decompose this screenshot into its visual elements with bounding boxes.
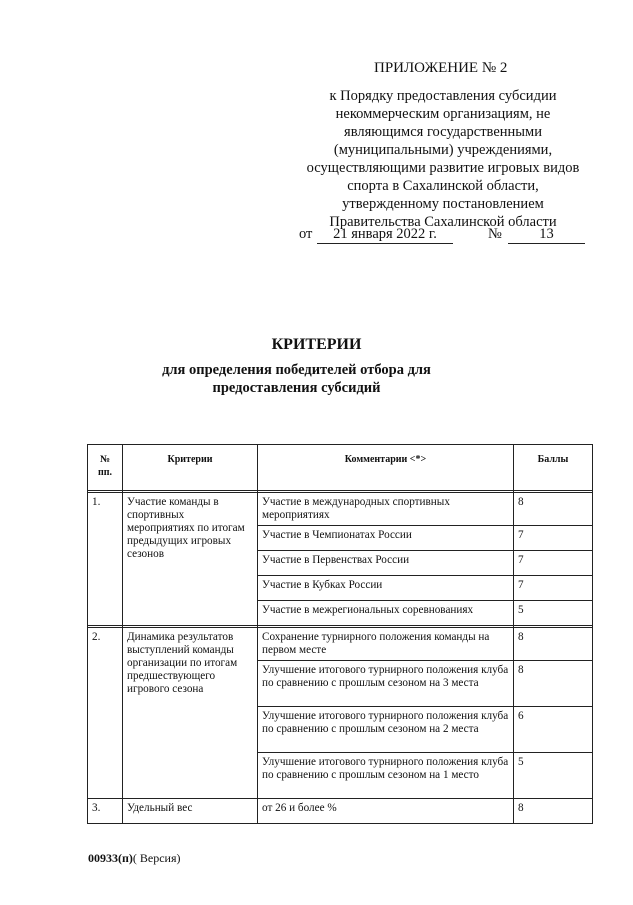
date-prefix: от [299, 226, 313, 242]
annex-line: являющимся государственными [344, 124, 542, 140]
table-row [88, 799, 593, 824]
row-number: 3. [88, 799, 123, 824]
table-row [88, 493, 593, 526]
row-number: 1. [88, 493, 123, 626]
annex-line: Правительства Сахалинской области [329, 214, 557, 230]
resolution-date: 21 января 2022 г. [317, 226, 453, 244]
document-subtitle-line2: предоставления субсидий [212, 380, 381, 396]
header-criteria: Критерии [123, 445, 258, 491]
criteria-table [87, 444, 593, 824]
document-subtitle-line1: для определения победителей отбора для [162, 362, 431, 378]
points-cell: 8 [514, 493, 593, 526]
comment-cell: Участие в Первенствах России [258, 551, 514, 576]
comment-cell: Сохранение турнирного положения команды на первом месте [258, 628, 514, 661]
header-points: Баллы [514, 445, 593, 491]
criterion-cell: Удельный вес [123, 799, 258, 824]
document-code-number: 00933(п) [88, 851, 133, 865]
comment-cell: Участие в Кубках России [258, 576, 514, 601]
points-cell: 7 [514, 576, 593, 601]
annex-title: ПРИЛОЖЕНИЕ № 2 [374, 60, 508, 76]
document-version: ( Версия) [132, 851, 181, 865]
points-cell: 8 [514, 628, 593, 661]
annex-line: осуществляющими развитие игровых видов [306, 160, 580, 176]
resolution-date-row [299, 226, 589, 244]
comment-cell: Участие в межрегиональных соревнованиях [258, 601, 514, 626]
criterion-cell: Участие команды в спортивных мероприятиях по итогам предыдущих игровых сезонов [123, 493, 258, 626]
comment-cell: Улучшение итогового турнирного положения клуба по сравнению с прошлым сезоном на 2 места [258, 707, 514, 753]
comment-cell: Улучшение итогового турнирного положения клуба по сравнению с прошлым сезоном на 3 места [258, 661, 514, 707]
annex-line: (муниципальными) учреждениями, [333, 142, 553, 158]
annex-line: некоммерческим организациям, не [335, 106, 551, 122]
document-title: КРИТЕРИИ [271, 336, 362, 353]
row-number: 2. [88, 628, 123, 799]
points-cell: 5 [514, 601, 593, 626]
points-cell: 7 [514, 526, 593, 551]
criterion-cell: Динамика результатов выступлений команды организации по итогам предшествующего игрового сезона [123, 628, 258, 799]
points-cell: 8 [514, 661, 593, 707]
points-cell: 7 [514, 551, 593, 576]
comment-cell: Улучшение итогового турнирного положения клуба по сравнению с прошлым сезоном на 1 место [258, 753, 514, 799]
points-cell: 6 [514, 707, 593, 753]
resolution-number: 13 [508, 226, 585, 244]
annex-reference [300, 87, 586, 231]
header-number: № пп. [88, 445, 123, 491]
document-code [88, 851, 181, 866]
comment-cell: Участие в Чемпионатах России [258, 526, 514, 551]
table-row [88, 628, 593, 661]
comment-cell: от 26 и более % [258, 799, 514, 824]
number-prefix: № [488, 226, 502, 242]
table-header-row [88, 445, 593, 491]
header-comments: Комментарии <*> [258, 445, 514, 491]
points-cell: 8 [514, 799, 593, 824]
annex-line: к Порядку предоставления субсидии [329, 88, 557, 104]
annex-line: утвержденному постановлением [342, 196, 544, 212]
comment-cell: Участие в международных спортивных мероприятиях [258, 493, 514, 526]
annex-line: спорта в Сахалинской области, [347, 178, 539, 194]
points-cell: 5 [514, 753, 593, 799]
